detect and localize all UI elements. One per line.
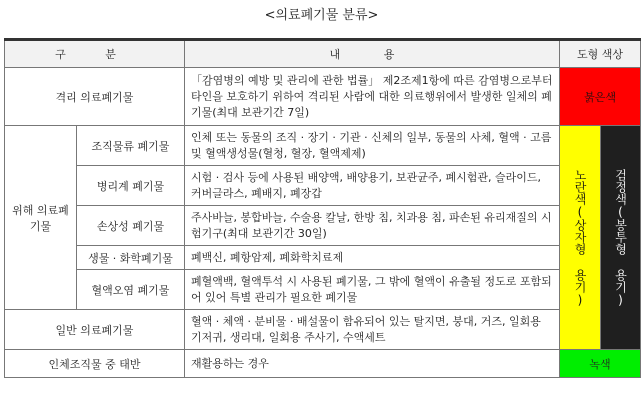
classification-table <box>4 38 641 378</box>
header-class: 구 분 <box>5 40 185 68</box>
row-desc-chemical: 폐백신, 폐항암제, 폐화학치료제 <box>185 246 560 270</box>
color-swatch-red: 붉은색 <box>560 68 641 126</box>
row-label-placenta: 인체조직물 중 태반 <box>5 350 185 378</box>
row-desc-general: 혈액 · 체액 · 분비물 · 배설물이 함유되어 있는 탈지면, 붕대, 거즈, 일회용 기저귀, 생리대, 일회용 주사기, 수액세트 <box>185 310 560 350</box>
color-swatch-green: 녹색 <box>560 350 641 378</box>
table-row <box>5 68 641 126</box>
table-row <box>5 206 641 246</box>
group-label-harmful: 위해 의료폐기물 <box>5 126 77 310</box>
row-label-tissue: 조직물류 폐기물 <box>77 126 185 166</box>
page-title: <의료폐기물 분류> <box>264 8 379 23</box>
table-row <box>5 246 641 270</box>
row-label-chemical: 생물 · 화학폐기물 <box>77 246 185 270</box>
row-desc-blood: 폐혈액백, 혈액투석 시 사용된 폐기물, 그 밖에 혈액이 유출될 정도로 포함되어 있어 특별 관리가 필요한 폐기물 <box>185 270 560 310</box>
row-label-general: 일반 의료폐기물 <box>5 310 185 350</box>
row-label-damage: 손상성 폐기물 <box>77 206 185 246</box>
yellow-color-label: 노란색(상자형 용기) <box>573 168 587 307</box>
table-row <box>5 350 641 378</box>
row-desc-pathology: 시험 · 검사 등에 사용된 배양액, 배양용기, 보관균주, 폐시험관, 슬라이드, 커버글라스, 폐배지, 폐장갑 <box>185 166 560 206</box>
row-desc-placenta: 재활용하는 경우 <box>185 350 560 378</box>
row-desc-tissue: 인체 또는 동물의 조직 · 장기 · 기관 · 신체의 일부, 동물의 사체, 혈액 · 고름 및 혈액생성물(혈청, 혈장, 혈액제제) <box>185 126 560 166</box>
table-row <box>5 270 641 310</box>
row-desc-damage: 주사바늘, 봉합바늘, 수술용 칼날, 한방 침, 치과용 침, 파손된 유리재질의 시험기구(최대 보관기간 30일) <box>185 206 560 246</box>
color-swatch-yellow <box>560 126 601 350</box>
table-row <box>5 166 641 206</box>
row-label-isolation: 격리 의료폐기물 <box>5 68 185 126</box>
color-swatch-black <box>601 126 641 350</box>
table-row <box>5 310 641 350</box>
table-header-row <box>5 40 641 68</box>
table-row <box>5 126 641 166</box>
row-label-pathology: 병리계 폐기물 <box>77 166 185 206</box>
header-content: 내 용 <box>185 40 560 68</box>
black-color-label: 검정색(봉투형 용기) <box>613 168 628 307</box>
row-label-blood: 혈액오염 폐기물 <box>77 270 185 310</box>
row-desc-isolation: 「감염병의 예방 및 관리에 관한 법률」 제2조제1항에 따른 감염병으로부터 타인을 보호하기 위하여 격리된 사람에 대한 의료행위에서 발생한 일체의 폐기물(최대 보관기간 7일) <box>185 68 560 126</box>
header-color: 도형 색상 <box>560 40 641 68</box>
